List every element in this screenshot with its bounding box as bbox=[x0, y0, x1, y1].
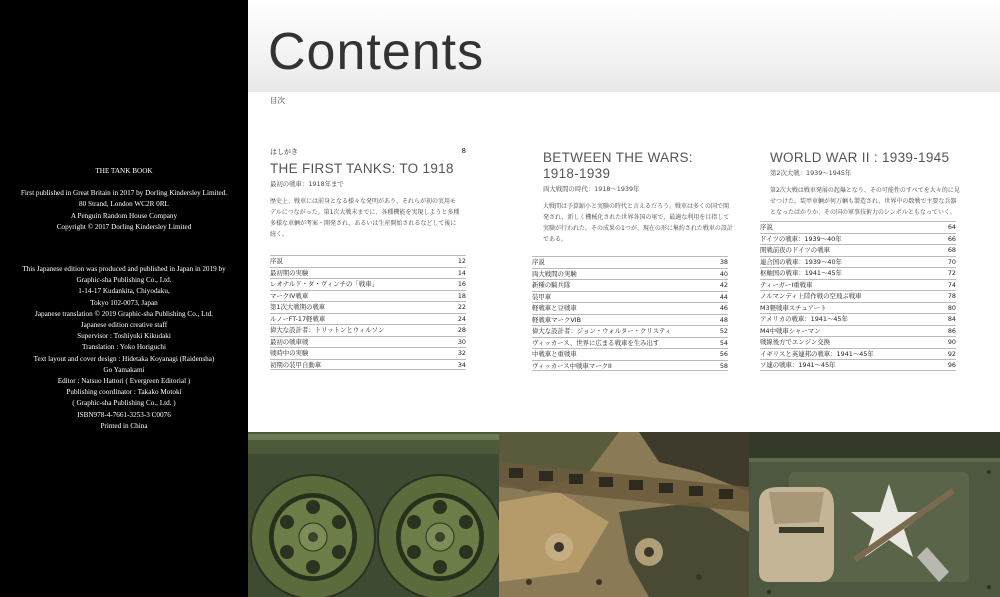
toc-entry[interactable] bbox=[270, 290, 466, 302]
page-subtitle: 目次 bbox=[270, 96, 285, 105]
section-between-wars bbox=[543, 150, 733, 245]
toc-entry[interactable] bbox=[760, 313, 956, 325]
toc-page: 40 bbox=[719, 269, 728, 278]
section-heading: WORLD WAR II : 1939-1945 bbox=[770, 150, 950, 165]
toc-page: 84 bbox=[947, 315, 956, 323]
toc-entry[interactable] bbox=[760, 348, 956, 360]
toc-entry[interactable] bbox=[270, 313, 466, 325]
toc-entry[interactable] bbox=[760, 336, 956, 348]
toc-page: 64 bbox=[947, 223, 956, 231]
colophon-line: Copyright © 2017 Dorling Kindersley Limited bbox=[56, 222, 192, 231]
toc-label: 枢軸国の戦車：1941〜45年 bbox=[760, 269, 842, 277]
colophon-line: THE TANK BOOK bbox=[95, 167, 153, 175]
toc-label: 軽戦車マークVIB bbox=[532, 315, 581, 324]
toc-label: 第1次大戦期の戦車 bbox=[270, 303, 326, 311]
toc-label: M3軽戦車スチュアート bbox=[760, 303, 827, 312]
toc-page: 80 bbox=[947, 303, 956, 312]
toc-entry[interactable] bbox=[760, 233, 956, 245]
toc-label: 開戦前夜のドイツの戦車 bbox=[760, 246, 830, 254]
colophon-line: ( Graphic-sha Publishing Co., Ltd. ) bbox=[72, 399, 176, 408]
toc-entry[interactable] bbox=[270, 359, 466, 371]
toc-entry[interactable] bbox=[760, 279, 956, 291]
toc-entry[interactable] bbox=[760, 325, 956, 337]
toc-entry[interactable] bbox=[532, 256, 728, 268]
toc-entry[interactable] bbox=[532, 314, 728, 326]
section-first-tanks bbox=[270, 147, 466, 240]
toc-label: 偉大な設計者：トリットンとウィルソン bbox=[270, 326, 385, 334]
toc-page: 56 bbox=[719, 350, 728, 358]
toc-label: 連合国の戦車：1939〜40年 bbox=[760, 257, 842, 266]
toc-page: 72 bbox=[947, 269, 956, 277]
toc-page: 74 bbox=[947, 280, 956, 289]
preface-label: はしがき bbox=[270, 148, 298, 156]
toc-entry[interactable] bbox=[760, 244, 956, 256]
toc-entry[interactable] bbox=[532, 302, 728, 314]
toc-entry[interactable] bbox=[760, 256, 956, 268]
colophon-line: Tokyo 102-0073, Japan bbox=[90, 298, 158, 307]
toc-entry[interactable] bbox=[270, 347, 466, 359]
colophon-line: ISBN978-4-7661-3253-3 C0076 bbox=[77, 410, 171, 419]
toc-entry[interactable] bbox=[532, 348, 728, 360]
toc-page: 54 bbox=[719, 338, 728, 347]
toc-label: 序説 bbox=[760, 223, 773, 231]
toc-label: 最初の戦車戦 bbox=[270, 337, 309, 346]
toc-entry[interactable] bbox=[270, 324, 466, 336]
toc-page: 32 bbox=[457, 349, 466, 357]
toc-label: レオナルド・ダ・ヴィンチの「戦車」 bbox=[270, 280, 378, 288]
toc-page: 28 bbox=[457, 326, 466, 334]
colophon-line: Japanese translation © 2019 Graphic-sha Publishing Co., Ltd. bbox=[35, 309, 213, 318]
toc-entry[interactable] bbox=[760, 221, 956, 233]
toc-label: 中戦車と重戦車 bbox=[532, 350, 577, 358]
toc-label: 初期の装甲自動車 bbox=[270, 360, 322, 369]
camouflage-track-photo bbox=[499, 432, 749, 597]
toc-entry[interactable] bbox=[532, 268, 728, 280]
toc-label: 最初期の実験 bbox=[270, 268, 309, 277]
toc-label: ヴィッカース、世界に広まる戦車を生み出す bbox=[532, 338, 660, 347]
toc-label: 序説 bbox=[270, 257, 283, 265]
shovel-star-image bbox=[749, 432, 1000, 597]
colophon-line: Go Yamakami bbox=[103, 365, 145, 374]
toc-entry[interactable] bbox=[760, 302, 956, 314]
toc-label: 軽戦車と豆戦車 bbox=[532, 304, 577, 312]
toc-page: 92 bbox=[947, 349, 956, 358]
colophon-block-original bbox=[0, 166, 248, 233]
colophon-line: Text layout and cover design : Hidetaka Koyanagi (Raidensha) bbox=[33, 354, 215, 363]
toc-label: ヴィッカース中戦車マークII bbox=[532, 361, 612, 370]
toc-list-first-tanks bbox=[270, 255, 466, 370]
section-jp-heading: 両大戦間の時代：1918〜1939年 bbox=[543, 185, 640, 193]
toc-page: 46 bbox=[719, 304, 728, 312]
preface-page: 8 bbox=[461, 147, 466, 155]
toc-entry[interactable] bbox=[270, 267, 466, 279]
colophon-line: This Japanese edition was produced and published in Japan in 2019 by bbox=[22, 265, 226, 273]
toc-label: 両大戦間の実験 bbox=[532, 269, 577, 278]
toc-page: 42 bbox=[719, 281, 728, 289]
camouflage-track-image bbox=[499, 432, 749, 597]
section-intro: 大戦間は予算縮小と実験の時代と言えるだろう。戦車は多くの国で開発され、新しく機械化された世界各国の軍で、最適な利用を目指して実験が行われた。その成果の1つが、現在の形に集約された戦車の設計である。 bbox=[543, 203, 733, 243]
tank-wheels-photo bbox=[248, 432, 499, 597]
toc-page: 52 bbox=[719, 327, 728, 335]
toc-label: イギリスと英連邦の戦車：1941〜45年 bbox=[760, 349, 874, 358]
colophon-line: Japanese edition creative staff bbox=[80, 321, 168, 330]
toc-list-between-wars bbox=[532, 256, 728, 371]
toc-label: 偉大な設計者：ジョン・ウォルター・クリスティ bbox=[532, 327, 672, 335]
toc-entry[interactable] bbox=[532, 291, 728, 303]
colophon-line: Translation : Yoko Horiguchi bbox=[82, 343, 166, 352]
toc-label: 序説 bbox=[532, 258, 545, 266]
toc-entry[interactable] bbox=[270, 301, 466, 313]
colophon-line: Printed in China bbox=[100, 421, 148, 430]
toc-page: 18 bbox=[457, 291, 466, 300]
shovel-star-photo bbox=[749, 432, 1000, 597]
toc-page: 78 bbox=[947, 292, 956, 300]
toc-page: 12 bbox=[457, 257, 466, 265]
section-jp-heading: 最初の戦車：1918年まで bbox=[270, 180, 344, 188]
section-heading: BETWEEN THE WARS: 1918-1939 bbox=[543, 150, 693, 181]
toc-entry[interactable] bbox=[532, 279, 728, 291]
toc-entry[interactable] bbox=[270, 336, 466, 348]
toc-page: 70 bbox=[947, 257, 956, 266]
colophon-line: First published in Great Britain in 2017 by Dorling Kindersley Limited. bbox=[20, 189, 228, 198]
section-intro: 歴史上、戦車には前身となる様々な発明があり、それらが初の実用モデルにつながった。第1次大戦末までに、各種機能を実現しようと多種多様な車輌が考案・開発され、あるいは生産開始されるなどして後に続く。 bbox=[270, 198, 460, 238]
colophon-line: Supervisor : Toshiyuki Kikudaki bbox=[77, 332, 171, 341]
toc-page: 44 bbox=[719, 292, 728, 301]
toc-page: 66 bbox=[947, 234, 956, 243]
toc-label: 戦時中の実験 bbox=[270, 349, 309, 357]
toc-list-world-war-ii bbox=[760, 221, 956, 371]
toc-entry[interactable] bbox=[270, 278, 466, 290]
toc-label: M4中戦車シャーマン bbox=[760, 326, 821, 335]
section-heading: THE FIRST TANKS: TO 1918 bbox=[270, 161, 454, 176]
toc-page: 34 bbox=[457, 360, 466, 369]
toc-entry[interactable] bbox=[760, 267, 956, 279]
colophon-line: A Penguin Random House Company bbox=[70, 211, 178, 220]
toc-page: 90 bbox=[947, 338, 956, 346]
toc-entry[interactable] bbox=[270, 255, 466, 267]
section-jp-heading: 第2次大戦：1939〜1945年 bbox=[770, 169, 852, 177]
toc-page: 58 bbox=[719, 361, 728, 370]
toc-label: アメリカの戦車：1941〜45年 bbox=[760, 315, 848, 323]
toc-entry[interactable] bbox=[760, 359, 956, 371]
toc-label: ドイツの戦車：1939〜40年 bbox=[760, 234, 842, 243]
toc-page: 96 bbox=[947, 361, 956, 369]
colophon-line: Publishing coordinator : Takako Motoki bbox=[66, 388, 182, 397]
page-title: Contents bbox=[268, 23, 485, 81]
colophon-line: Graphic-sha Publishing Co., Ltd. bbox=[76, 276, 172, 285]
toc-page: 86 bbox=[947, 326, 956, 335]
road-wheels-image bbox=[248, 432, 499, 597]
toc-page: 16 bbox=[457, 280, 466, 288]
toc-label: 新種の騎兵隊 bbox=[532, 281, 571, 289]
toc-label: マークIV戦車 bbox=[270, 291, 309, 300]
colophon-line: 80 Strand, London WC2R 0RL bbox=[79, 200, 169, 209]
toc-page: 68 bbox=[947, 246, 956, 254]
colophon-line: 1-14-17 Kudankita, Chiyodaku, bbox=[78, 287, 170, 296]
colophon-panel bbox=[0, 0, 248, 597]
toc-label: ノルマンディ上陸作戦の空飛ぶ戦車 bbox=[760, 292, 862, 300]
section-intro: 第2次大戦は戦車発展の起爆となり、その可能性のすべてを大々的に見せつけた。装甲車輌が何万輌も製造され、世界中の数戦で主要な兵器となったばかりか、その国の軍事技術力のシンボルともなっていく。 bbox=[770, 187, 960, 216]
toc-label: ソ連の戦車：1941〜45年 bbox=[760, 361, 836, 369]
toc-page: 48 bbox=[719, 315, 728, 324]
colophon-block-japanese bbox=[0, 264, 248, 432]
toc-entry[interactable] bbox=[532, 337, 728, 349]
colophon-line: Editor : Natsuo Hattori ( Evergreen Editorial ) bbox=[57, 377, 191, 386]
toc-label: ティーガーI重戦車 bbox=[760, 280, 813, 289]
toc-page: 30 bbox=[457, 337, 466, 346]
preface-entry[interactable] bbox=[270, 147, 466, 157]
toc-entry[interactable] bbox=[532, 325, 728, 337]
toc-label: ルノーFT-17軽戦車 bbox=[270, 314, 326, 323]
toc-entry[interactable] bbox=[760, 290, 956, 302]
toc-page: 24 bbox=[457, 314, 466, 323]
toc-page: 14 bbox=[457, 268, 466, 277]
section-world-war-ii bbox=[770, 150, 960, 218]
toc-label: 装甲車 bbox=[532, 292, 552, 301]
toc-label: 戦線後方でエンジン交換 bbox=[760, 338, 830, 346]
toc-entry[interactable] bbox=[532, 360, 728, 372]
toc-page: 38 bbox=[719, 258, 728, 266]
toc-page: 22 bbox=[457, 303, 466, 311]
